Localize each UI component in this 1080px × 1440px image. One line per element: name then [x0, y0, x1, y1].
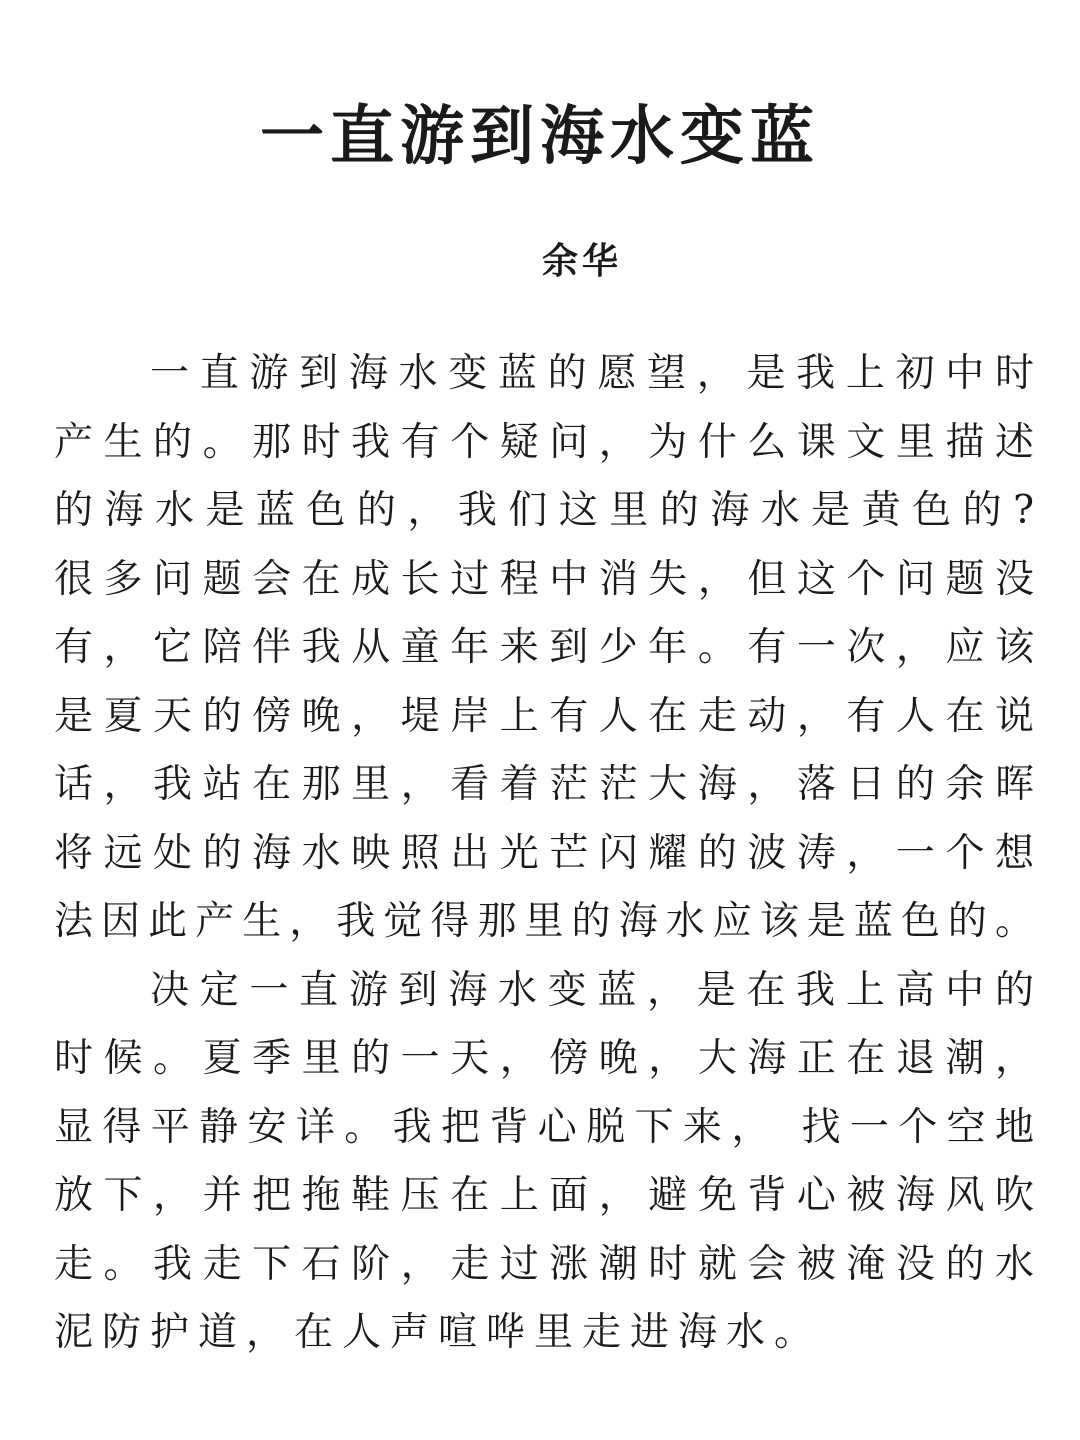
text-line: 产生的。那时我有个疑问，为什么课文里描述: [54, 419, 1034, 465]
essay-body: [54, 340, 1034, 1368]
essay-title: 一直游到海水变蓝: [260, 100, 820, 174]
text-line: 决定一直游到海水变蓝，是在我上高中的: [150, 967, 1034, 1013]
text-line: 显得平静安详。我把背心脱下来， 找一个空地: [54, 1104, 1034, 1150]
text-line: 走。我走下石阶，走过涨潮时就会被淹没的水: [54, 1241, 1034, 1287]
paragraph: [54, 340, 1034, 957]
text-line: 的海水是蓝色的，我们这里的海水是黄色的?: [54, 488, 1034, 533]
text-line: 是夏天的傍晚，堤岸上有人在走动，有人在说: [54, 693, 1034, 739]
text-line: 话，我站在那里，看着茫茫大海，落日的余晖: [54, 762, 1034, 807]
text-line: 泥防护道，在人声喧哗里走进海水。: [54, 1310, 823, 1355]
text-line: 很多问题会在成长过程中消失，但这个问题没: [54, 556, 1034, 602]
text-line: 时候。夏季里的一天，傍晚，大海正在退潮，: [54, 1036, 1034, 1081]
text-line: 放下，并把拖鞋压在上面，避免背心被海风吹: [54, 1173, 1034, 1218]
text-line: 有，它陪伴我从童年来到少年。有一次，应该: [54, 625, 1034, 670]
text-line: 一直游到海水变蓝的愿望，是我上初中时: [150, 351, 1034, 396]
paragraph: [54, 957, 1034, 1368]
author-name: 余华: [542, 241, 623, 282]
text-line: 将远处的海水映照出光芒闪耀的波涛，一个想: [54, 830, 1034, 876]
text-line: 法因此产生，我觉得那里的海水应该是蓝色的。: [54, 899, 1034, 944]
